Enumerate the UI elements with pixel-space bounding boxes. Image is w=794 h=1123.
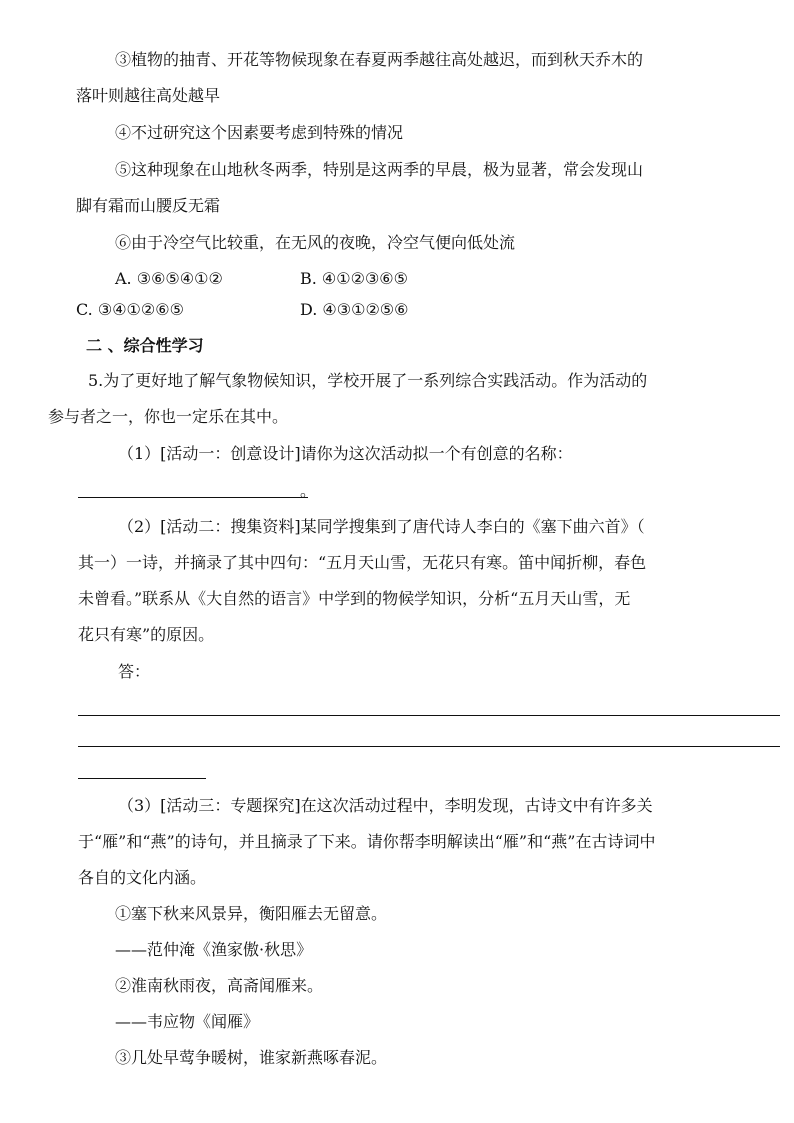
option-d: D. ④③①②⑤⑥ (300, 300, 409, 319)
poem-1-verse: ①塞下秋来风景异，衡阳雁去无留意。 (115, 904, 388, 923)
activity-2-answer-line-3[interactable] (78, 778, 206, 779)
sentence-3-line-2: 落叶则越往高处越早 (76, 86, 221, 105)
activity-1-prompt: （1）[活动一：创意设计]请你为这次活动拟一个有创意的名称： (118, 444, 573, 463)
poem-1-source: ——范仲淹《渔家傲·秋思》 (115, 940, 313, 959)
activity-3-line-2: 于“雁”和“燕”的诗句，并且摘录了下来。请你帮李明解读出“雁”和“燕”在古诗词中 (78, 832, 656, 851)
option-b: B. ④①②③⑥⑤ (300, 269, 408, 288)
question-5-line-1: 5.为了更好地了解气象物候知识，学校开展了一系列综合实践活动。作为活动的 (88, 371, 648, 390)
sentence-6: ⑥由于冷空气比较重，在无风的夜晚，冷空气便向低处流 (115, 233, 516, 252)
poem-2-verse: ②淮南秋雨夜，高斋闻雁来。 (115, 976, 324, 995)
sentence-4: ④不过研究这个因素要考虑到特殊的情况 (115, 123, 404, 142)
activity-2-answer-line-2[interactable] (78, 746, 780, 747)
answer-label: 答： (118, 662, 151, 681)
activity-3-line-1: （3）[活动三：专题探究]在这次活动过程中，李明发现，古诗文中有许多关 (118, 796, 653, 815)
activity-3-line-3: 各自的文化内涵。 (78, 868, 207, 887)
option-c: C. ③④①②⑥⑤ (76, 300, 184, 319)
activity-2-answer-line-1[interactable] (78, 715, 780, 716)
sentence-5-line-2: 脚有霜而山腰反无霜 (76, 196, 221, 215)
activity-2-line-3: 未曾看。”联系从《大自然的语言》中学到的物候学知识，分析“五月天山雪，无 (78, 589, 631, 608)
option-a: A. ③⑥⑤④①② (115, 269, 223, 288)
section-heading: 二 、综合性学习 (86, 336, 204, 355)
activity-2-line-4: 花只有寒”的原因。 (78, 625, 215, 644)
question-5-line-2: 参与者之一，你也一定乐在其中。 (48, 407, 289, 426)
poem-3-verse: ③几处早莺争暖树，谁家新燕啄春泥。 (115, 1048, 388, 1067)
activity-2-line-1: （2）[活动二：搜集资料]某同学搜集到了唐代诗人李白的《塞下曲六首》（ (118, 517, 645, 536)
activity-2-line-2: 其一）一诗，并摘录了其中四句：“五月天山雪，无花只有寒。笛中闻折柳，春色 (78, 553, 647, 572)
activity-1-period: 。 (300, 481, 317, 500)
activity-1-answer-blank[interactable] (78, 497, 308, 498)
poem-2-source: ——韦应物《闻雁》 (115, 1012, 260, 1031)
sentence-3-line-1: ③植物的抽青、开花等物候现象在春夏两季越往高处越迟，而到秋天乔木的 (115, 50, 644, 69)
sentence-5-line-1: ⑤这种现象在山地秋冬两季，特别是这两季的早晨，极为显著，常会发现山 (115, 160, 644, 179)
